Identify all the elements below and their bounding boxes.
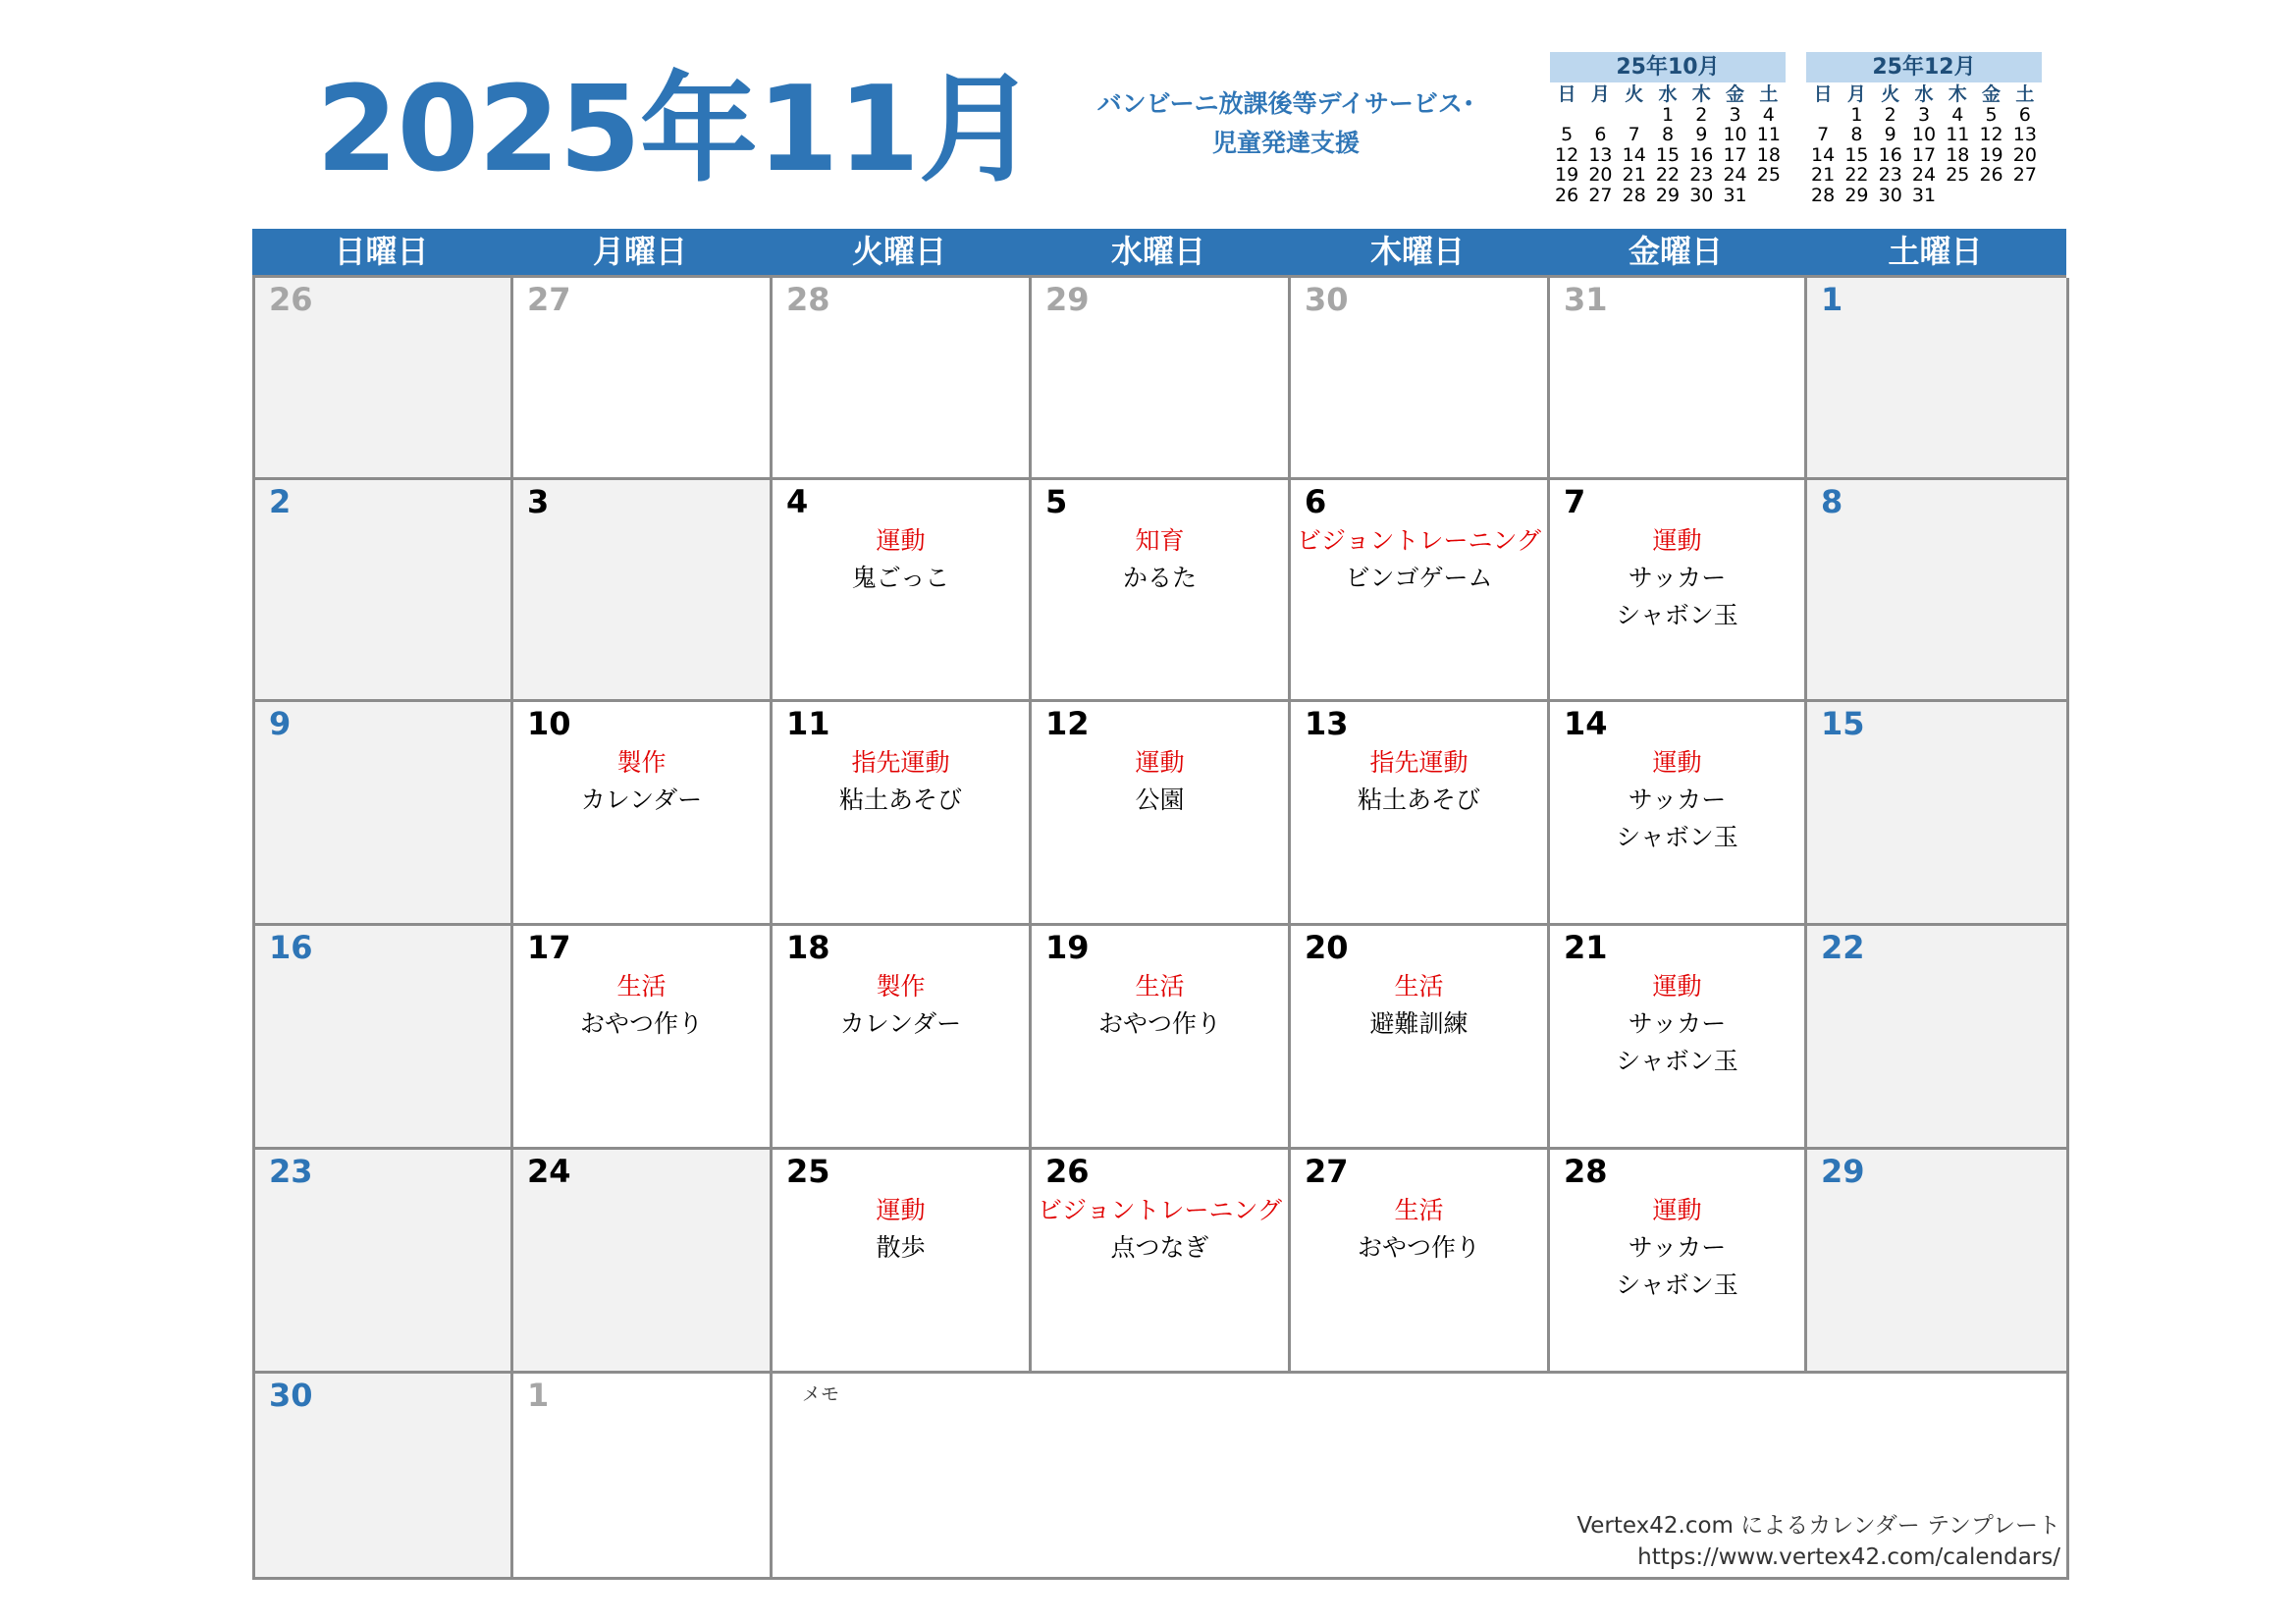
mini-day: 28 [1811,184,1836,206]
weekday-header: 金曜日 [1628,233,1723,270]
event-activity: ビンゴゲーム [1345,564,1493,592]
day-cell[interactable] [1807,480,2069,702]
mini-day: 20 [2012,143,2037,166]
mini-day: 10 [1911,124,1937,145]
day-number: 1 [527,1377,550,1414]
day-number: 26 [1045,1153,1090,1190]
calendar-grid [252,275,2066,1580]
day-cell[interactable] [1807,926,2069,1150]
mini-weekday-label: 木 [1948,83,1967,105]
mini-day: 22 [1655,164,1681,186]
day-number: 30 [1305,281,1349,318]
mini-day [1583,105,1617,126]
weekday-header: 月曜日 [592,233,687,270]
mini-day [2008,186,2042,206]
day-number: 4 [786,483,809,520]
day-cell[interactable] [1807,702,2069,926]
event-category: 生活 [1394,1196,1444,1224]
day-number: 31 [1564,281,1608,318]
mini-day [1618,105,1651,126]
day-cell[interactable] [255,702,513,926]
event [773,744,1029,819]
mini-day: 10 [1723,124,1747,145]
mini-day: 15 [1655,143,1681,166]
day-number: 23 [269,1153,313,1190]
mini-day: 16 [1689,143,1714,166]
mini-weekday-label: 月 [1846,83,1866,105]
mini-day: 18 [1756,143,1781,166]
mini-day: 5 [1985,103,1998,126]
day-cell[interactable] [1550,278,1807,480]
mini-day: 29 [1655,184,1681,206]
memo-label: メモ [802,1383,840,1405]
mini-weekday-label: 土 [1759,83,1779,105]
event-category: 生活 [616,972,667,1001]
day-number: 28 [786,281,830,318]
mini-day [1941,186,1974,206]
day-cell[interactable] [1550,480,1807,702]
mini-day: 20 [1588,164,1613,186]
mini-day: 28 [1622,184,1646,206]
mini-day: 23 [1878,164,1902,186]
mini-day: 3 [1729,103,1741,126]
mini-day [1974,186,2007,206]
organization-name [1080,84,1492,163]
event-category: 運動 [1652,526,1702,555]
day-number: 27 [527,281,571,318]
mini-day: 21 [1622,164,1646,186]
mini-day: 6 [2018,103,2031,126]
event-category: 指先運動 [1369,748,1468,777]
event-activity: サッカー [1628,1009,1727,1038]
event [1291,968,1547,1043]
day-cell[interactable] [255,926,513,1150]
mini-day: 22 [1844,164,1869,186]
day-cell[interactable] [773,480,1032,702]
event [773,522,1029,597]
mini-calendar-title: 25年10月 [1550,52,1786,82]
event [1032,1192,1288,1267]
mini-day: 18 [1946,143,1970,166]
mini-weekday-label: 土 [2015,83,2035,105]
day-cell[interactable] [1291,1150,1550,1374]
day-cell[interactable] [1550,1150,1807,1374]
day-cell[interactable] [1032,926,1291,1150]
event-activity: シャボン玉 [1616,1047,1738,1075]
mini-calendar-grid [1550,84,1786,205]
event [1291,1192,1547,1267]
day-cell[interactable] [255,1374,513,1580]
event-activity: 粘土あそび [838,785,962,814]
weekday-header: 土曜日 [1888,233,1983,270]
mini-day: 13 [1588,143,1613,166]
event [1032,522,1288,597]
mini-day: 14 [1811,143,1836,166]
day-number: 16 [269,929,313,966]
mini-day: 11 [1756,124,1781,145]
event-category: 生活 [1135,972,1185,1001]
day-cell[interactable] [513,1374,773,1580]
event-category: 知育 [1135,526,1185,555]
mini-day: 29 [1844,184,1869,206]
mini-day: 26 [1555,184,1579,206]
mini-calendar-next [1806,52,2042,205]
day-cell[interactable] [773,702,1032,926]
mini-day: 6 [1594,124,1607,145]
mini-day: 8 [1850,124,1863,145]
event-category: 運動 [1652,972,1702,1001]
page-title: 2025年11月 [316,62,1036,198]
event [1032,744,1288,819]
mini-weekday-label: 金 [1982,83,2002,105]
weekday-header-row [252,229,2066,275]
day-number: 10 [527,705,571,742]
event-activity: サッカー [1628,1233,1727,1262]
event [1291,522,1547,597]
mini-calendar-grid [1806,84,2042,205]
day-cell[interactable] [255,480,513,702]
mini-weekday-label: 日 [1813,83,1833,105]
event-activity: 点つなぎ [1110,1233,1209,1262]
event [1550,522,1804,634]
event-category: ビジョントレーニング [1037,1196,1282,1224]
event-category: 運動 [876,526,926,555]
mini-day: 15 [1844,143,1869,166]
mini-day: 4 [1762,103,1775,126]
event [1550,968,1804,1080]
event-category: 運動 [1652,748,1702,777]
mini-day: 30 [1689,184,1714,206]
mini-weekday-label: 金 [1726,83,1745,105]
mini-day: 1 [1850,103,1863,126]
day-number: 1 [1821,281,1843,318]
mini-day: 9 [1884,124,1896,145]
event-activity: おやつ作り [1097,1009,1221,1038]
day-number: 5 [1045,483,1068,520]
day-number: 13 [1305,705,1349,742]
event [1550,1192,1804,1304]
day-number: 2 [269,483,292,520]
mini-day: 13 [2012,124,2037,145]
mini-weekday-label: 日 [1557,83,1576,105]
mini-day: 17 [1723,143,1747,166]
event-activity: カレンダー [580,785,703,814]
organization-line: バンビーニ放課後等デイサービス･ [1096,89,1475,118]
event-category: ビジョントレーニング [1296,526,1541,555]
day-number: 14 [1564,705,1608,742]
day-cell[interactable] [1807,1150,2069,1374]
mini-day: 27 [1588,184,1613,206]
event-activity: サッカー [1628,785,1727,814]
day-cell[interactable] [513,926,773,1150]
mini-day: 3 [1917,103,1931,126]
day-cell[interactable] [255,278,513,480]
day-cell[interactable] [1291,278,1550,480]
event-category: 生活 [1394,972,1444,1001]
mini-day: 31 [1911,184,1937,206]
event-category: 運動 [1652,1196,1702,1224]
event-activity: 鬼ごっこ [851,564,950,592]
organization-line: 児童発達支援 [1211,129,1360,157]
mini-day: 9 [1695,124,1708,145]
day-number: 28 [1564,1153,1608,1190]
day-number: 26 [269,281,313,318]
weekday-header: 水曜日 [1110,233,1205,270]
weekday-header: 火曜日 [851,233,946,270]
event-category: 指先運動 [851,748,950,777]
day-number: 18 [786,929,830,966]
event [1291,744,1547,819]
mini-day: 23 [1689,164,1714,186]
mini-day: 24 [1911,164,1937,186]
day-cell[interactable] [1032,1150,1291,1374]
mini-day [1550,105,1583,126]
day-number: 3 [527,483,550,520]
mini-calendar-prev [1550,52,1786,205]
mini-calendar-title: 25年12月 [1806,52,2042,82]
event-category: 運動 [1135,748,1185,777]
event-category: 製作 [876,972,926,1001]
mini-weekday-label: 木 [1691,83,1711,105]
event [773,1192,1029,1267]
mini-day: 7 [1628,124,1640,145]
mini-day: 17 [1911,143,1937,166]
mini-weekday-label: 水 [1914,83,1934,105]
mini-day: 19 [1979,143,2003,166]
day-number: 24 [527,1153,571,1190]
day-cell[interactable] [513,702,773,926]
mini-day: 11 [1946,124,1970,145]
mini-day [1806,105,1840,126]
weekday-header: 日曜日 [334,233,429,270]
day-number: 30 [269,1377,313,1414]
day-number: 27 [1305,1153,1349,1190]
event-activity: サッカー [1628,564,1727,592]
event-activity: 粘土あそび [1357,785,1480,814]
day-cell[interactable] [1550,926,1807,1150]
day-number: 6 [1305,483,1327,520]
day-cell[interactable] [1291,926,1550,1150]
event-activity: 散歩 [876,1233,926,1262]
credit-text: Vertex42.com によるカレンダー テンプレート [1576,1513,2060,1539]
event-activity: 避難訓練 [1369,1009,1468,1038]
event-category: 運動 [876,1196,926,1224]
mini-day: 12 [1979,124,2003,145]
day-number: 19 [1045,929,1090,966]
day-cell[interactable] [255,1150,513,1374]
day-number: 7 [1564,483,1586,520]
event-category: 製作 [616,748,667,777]
mini-day: 2 [1884,103,1896,126]
event [513,968,770,1043]
day-number: 8 [1821,483,1843,520]
mini-weekday-label: 月 [1590,83,1610,105]
mini-day: 31 [1723,184,1747,206]
mini-day: 25 [1756,164,1781,186]
mini-day [1752,186,1786,206]
mini-day: 27 [2012,164,2037,186]
day-number: 25 [786,1153,830,1190]
event-activity: シャボン玉 [1616,601,1738,629]
day-cell[interactable] [1032,480,1291,702]
mini-day: 19 [1555,164,1579,186]
event [1032,968,1288,1043]
day-cell[interactable] [773,926,1032,1150]
mini-day: 24 [1723,164,1747,186]
event-activity: シャボン玉 [1616,1271,1738,1299]
event [513,744,770,819]
event [1550,744,1804,856]
mini-day: 26 [1979,164,2003,186]
day-cell[interactable] [513,1150,773,1374]
event-activity: カレンダー [839,1009,962,1038]
event-activity: おやつ作り [1357,1233,1480,1262]
mini-day: 4 [1951,103,1964,126]
event-activity: シャボン玉 [1616,823,1738,851]
mini-day: 14 [1622,143,1646,166]
day-number: 22 [1821,929,1865,966]
event-activity: 公園 [1135,785,1185,814]
mini-weekday-label: 水 [1658,83,1678,105]
mini-day: 25 [1946,164,1970,186]
template-credit [1576,1510,2060,1573]
event [773,968,1029,1043]
mini-day: 30 [1878,184,1902,206]
day-cell[interactable] [513,480,773,702]
memo-area[interactable] [773,1374,2069,1580]
day-cell[interactable] [773,278,1032,480]
day-number: 12 [1045,705,1090,742]
mini-weekday-label: 火 [1881,83,1900,105]
day-cell[interactable] [1291,480,1550,702]
day-number: 17 [527,929,571,966]
mini-day: 7 [1817,124,1830,145]
day-cell[interactable] [773,1150,1032,1374]
day-number: 21 [1564,929,1608,966]
mini-day: 8 [1661,124,1675,145]
mini-day: 21 [1811,164,1836,186]
day-number: 20 [1305,929,1349,966]
mini-day: 16 [1878,143,1902,166]
event-activity: かるた [1122,564,1197,592]
day-cell[interactable] [1291,702,1550,926]
mini-day: 12 [1555,143,1579,166]
day-number: 11 [786,705,830,742]
credit-url[interactable]: https://www.vertex42.com/calendars/ [1637,1544,2060,1570]
mini-weekday-label: 火 [1625,83,1644,105]
day-cell[interactable] [1807,278,2069,480]
day-cell[interactable] [1032,702,1291,926]
day-cell[interactable] [1550,702,1807,926]
day-cell[interactable] [513,278,773,480]
mini-day: 2 [1695,103,1708,126]
mini-day: 1 [1661,103,1675,126]
day-number: 29 [1821,1153,1865,1190]
month-calendar [252,229,2066,1580]
mini-day: 5 [1561,124,1574,145]
day-number: 29 [1045,281,1090,318]
weekday-header: 木曜日 [1369,233,1465,270]
day-number: 9 [269,705,292,742]
event-activity: おやつ作り [579,1009,703,1038]
day-number: 15 [1821,705,1865,742]
day-cell[interactable] [1032,278,1291,480]
